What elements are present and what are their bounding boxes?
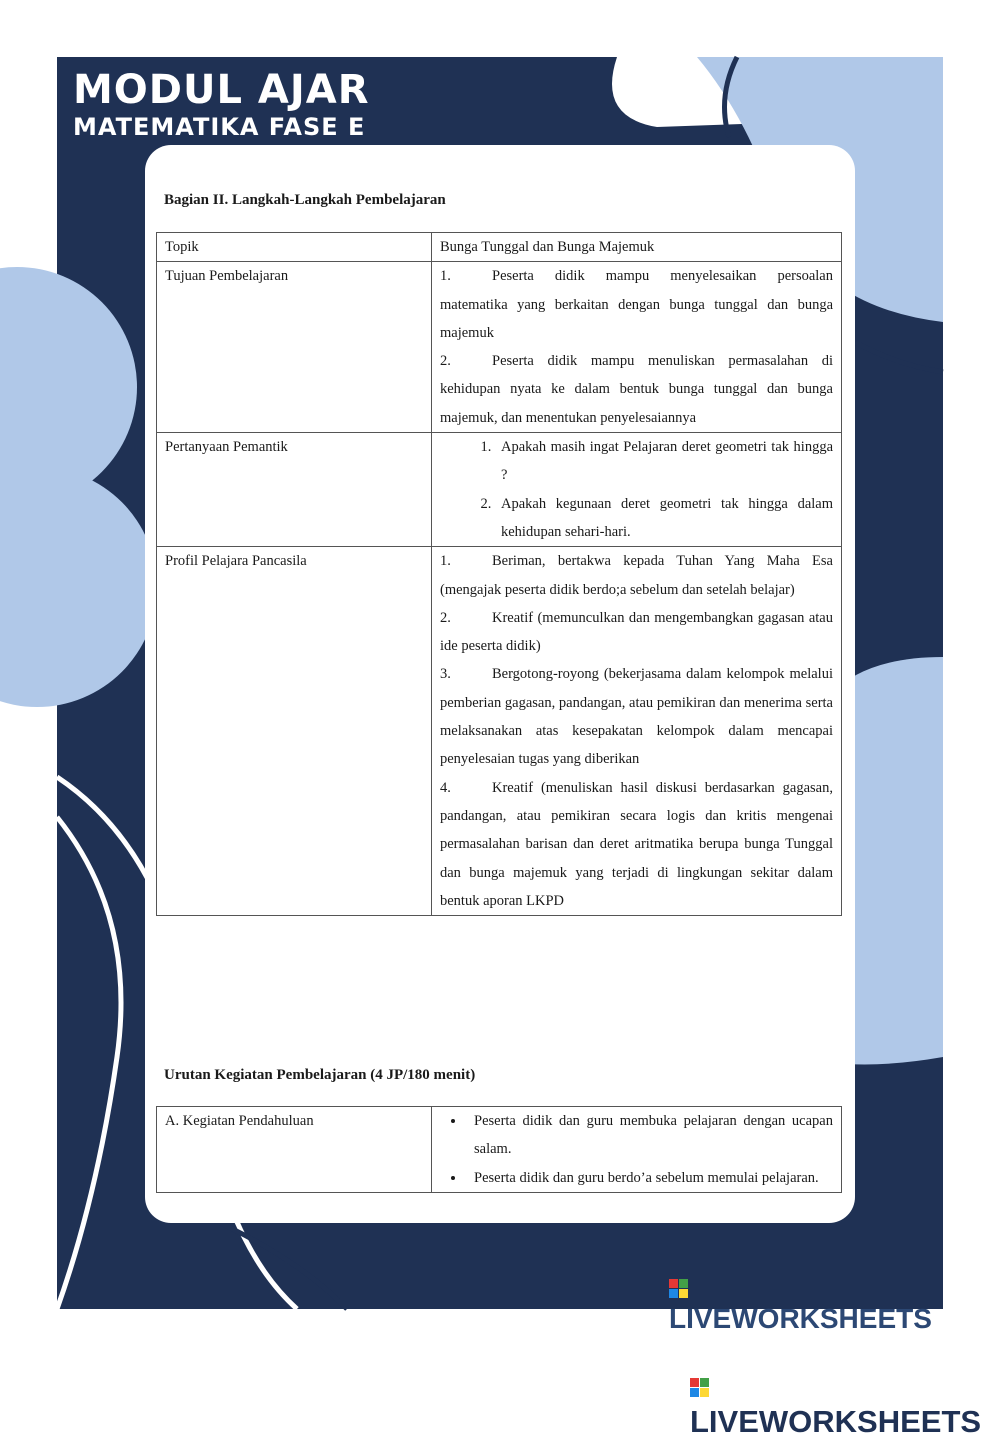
deco-left-circle-bottom bbox=[0, 467, 157, 707]
liveworksheets-logo-icon bbox=[690, 1378, 709, 1397]
list-item: 2. Apakah kegunaan deret geometri tak hingga dalam kehidupan sehari-hari. bbox=[495, 490, 833, 547]
deco-curve-left-2 bbox=[57, 817, 121, 1309]
liveworksheets-watermark[interactable]: LIVEWORKSHEETS bbox=[690, 1368, 1000, 1440]
pendahuluan-label: A. Kegiatan Pendahuluan bbox=[157, 1107, 432, 1193]
table-row bbox=[157, 1107, 842, 1193]
list-item: 1. Peserta didik mampu menyelesaikan persoalan matematika yang berkaitan dengan bunga tunggal dan bunga majemuk bbox=[440, 268, 833, 341]
list-item: • Peserta didik dan guru membuka pelajaran dengan ucapan salam. bbox=[466, 1107, 833, 1164]
page-frame bbox=[57, 57, 943, 1334]
list-item: 1. Apakah masih ingat Pelajaran deret geometri tak hingga ? bbox=[495, 433, 833, 490]
tujuan-label: Tujuan Pembelajaran bbox=[157, 262, 432, 433]
module-title: MODUL AJAR bbox=[73, 67, 370, 113]
pemantik-label: Pertanyaan Pemantik bbox=[157, 433, 432, 547]
pemantik-cell bbox=[432, 433, 842, 547]
urutan-heading: Urutan Kegiatan Pembelajaran (4 JP/180 menit) bbox=[164, 1067, 476, 1083]
deco-arc-right bbox=[855, 342, 943, 372]
liveworksheets-watermark-inner: LIVEWORKSHEETS bbox=[669, 1271, 943, 1335]
topik-value: Bunga Tunggal dan Bunga Majemuk bbox=[432, 233, 842, 262]
learning-steps-table bbox=[156, 232, 842, 916]
profil-label: Profil Pelajara Pancasila bbox=[157, 547, 432, 916]
list-item: 3. Bergotong-royong (bekerjasama dalam kelompok melalui pemberian gagasan, pandangan, atau pemikiran dan menerima serta melaksanakan atas kesepakatan kelompok dalam mencapai penyelesaian tugas yang diberikan bbox=[440, 666, 833, 768]
table-row bbox=[157, 233, 842, 262]
tujuan-cell bbox=[432, 262, 842, 433]
table-row bbox=[157, 433, 842, 547]
table-row bbox=[157, 262, 842, 433]
activities-table bbox=[156, 1106, 842, 1193]
pendahuluan-cell bbox=[432, 1107, 842, 1193]
list-item: 1. Beriman, bertakwa kepada Tuhan Yang Maha Esa (mengajak peserta didik berdo;a sebelum dan setelah belajar) bbox=[440, 553, 833, 598]
profil-cell bbox=[432, 547, 842, 916]
list-item: 2. Peserta didik mampu menuliskan permasalahan di kehidupan nyata ke dalam bentuk bunga tunggal dan bunga majemuk, dan menentukan penyelesaiannya bbox=[440, 353, 833, 426]
list-item: 2. Kreatif (memunculkan dan mengembangkan gagasan atau ide peserta didik) bbox=[440, 609, 833, 655]
section-heading: Bagian II. Langkah-Langkah Pembelajaran bbox=[164, 192, 446, 208]
list-item: • Peserta didik dan guru berdo’a sebelum memulai pelajaran. bbox=[466, 1164, 833, 1192]
topik-label: Topik bbox=[157, 233, 432, 262]
module-subtitle: MATEMATIKA FASE E bbox=[73, 113, 366, 141]
deco-curve-bottom bbox=[207, 1217, 347, 1309]
content-card bbox=[145, 145, 855, 1223]
list-item: 4. Kreatif (menuliskan hasil diskusi berdasarkan gagasan, pandangan, atau pemikiran secara logis dan kritis mengenai permasalahan barisan dan deret aritmatika berupa bunga Tunggal dan bunga majemuk yang terjadi di lingkungan sekitar dalam bentuk aporan LKPD bbox=[440, 779, 833, 909]
table-row bbox=[157, 547, 842, 916]
liveworksheets-logo-icon bbox=[669, 1279, 688, 1298]
